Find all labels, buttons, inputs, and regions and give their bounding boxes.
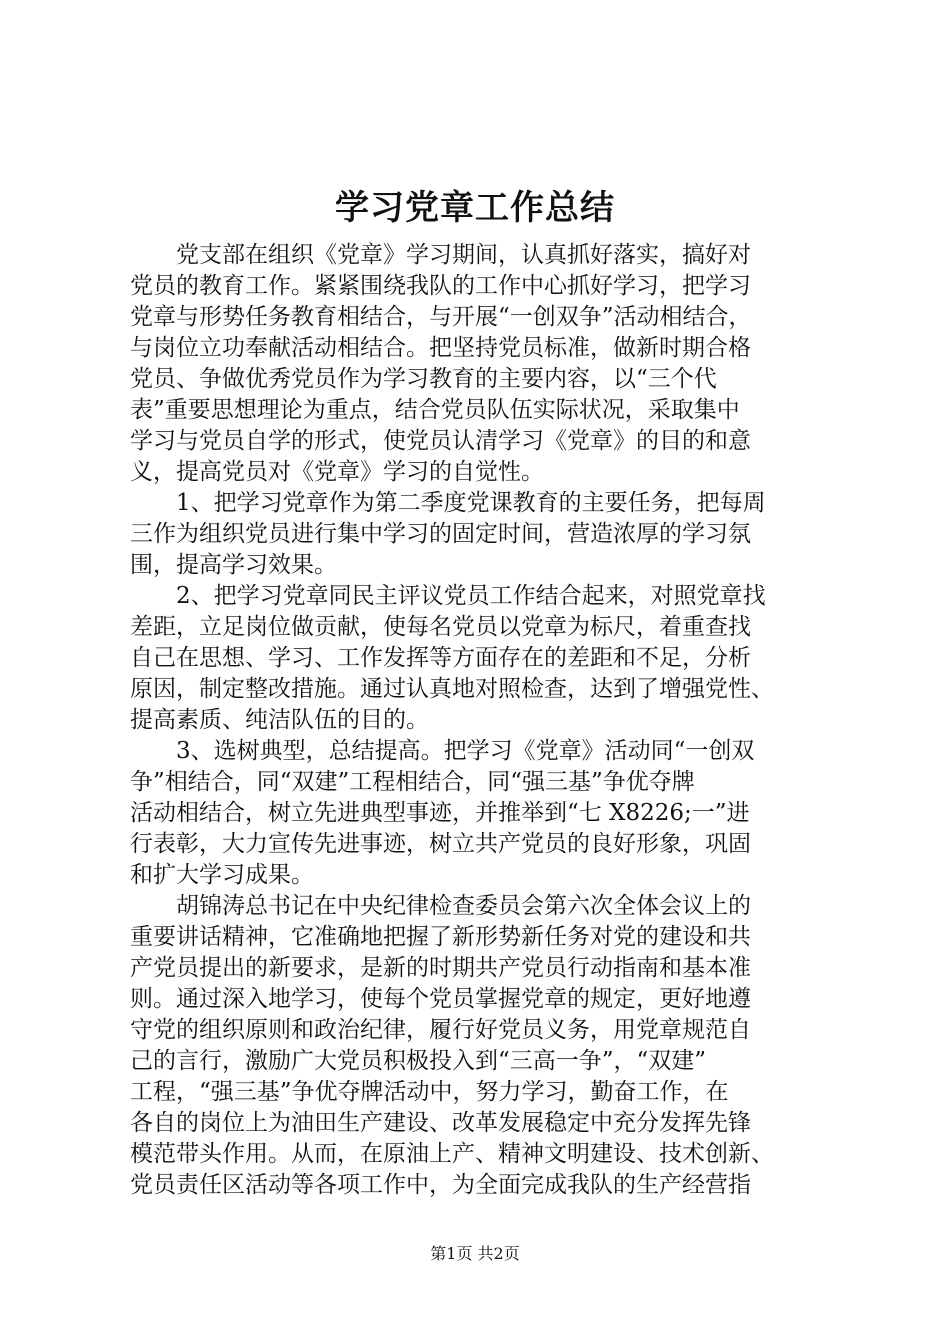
body-line: 党支部在组织《党章》学习期间，认真抓好落实，搞好对 bbox=[130, 242, 751, 268]
body-line: 重要讲话精神，它准确地把握了新形势新任务对党的建设和共 bbox=[130, 924, 751, 950]
body-line: 1、把学习党章作为第二季度党课教育的主要任务，把每周 bbox=[130, 490, 766, 516]
document-title: 学习党章工作总结 bbox=[335, 188, 615, 228]
body-line: 产党员提出的新要求，是新的时期共产党员行动指南和基本准 bbox=[130, 955, 751, 981]
body-line: 胡锦涛总书记在中央纪律检查委员会第六次全体会议上的 bbox=[130, 893, 751, 919]
body-line: 则。通过深入地学习，使每个党员掌握党章的规定，更好地遵 bbox=[130, 986, 751, 1012]
body-line: 2、把学习党章同民主评议党员工作结合起来，对照党章找 bbox=[130, 583, 766, 609]
body-line: 党章与形势任务教育相结合，与开展“一创双争”活动相结合， bbox=[130, 304, 752, 330]
body-line: 守党的组织原则和政治纪律，履行好党员义务，用党章规范自 bbox=[130, 1017, 751, 1043]
body-line: 三作为组织党员进行集中学习的固定时间，营造浓厚的学习氛 bbox=[130, 521, 751, 547]
document-body bbox=[130, 240, 830, 1201]
body-line: 己的言行，激励广大党员积极投入到“三高一争”，“双建” bbox=[130, 1048, 707, 1074]
body-line: 争”相结合，同“双建”工程相结合，同“强三基”争优夺牌 bbox=[130, 769, 695, 795]
body-line: 党员的教育工作。紧紧围绕我队的工作中心抓好学习，把学习 bbox=[130, 273, 751, 299]
page-footer: 第1页 共2页 bbox=[430, 1244, 520, 1263]
body-line: 活动相结合，树立先进典型事迹，并推举到“七 X8226;一”进 bbox=[130, 800, 750, 826]
body-line: 义，提高党员对《党章》学习的自觉性。 bbox=[130, 459, 544, 485]
body-line: 提高素质、纯洁队伍的目的。 bbox=[130, 707, 429, 733]
body-line: 行表彰，大力宣传先进事迹，树立共产党员的良好形象，巩固 bbox=[130, 831, 751, 857]
body-line: 学习与党员自学的形式，使党员认清学习《党章》的目的和意 bbox=[130, 428, 751, 454]
body-line: 工程，“强三基”争优夺牌活动中，努力学习，勤奋工作，在 bbox=[130, 1079, 729, 1105]
body-line: 各自的岗位上为油田生产建设、改革发展稳定中充分发挥先锋 bbox=[130, 1110, 751, 1136]
body-line: 自己在思想、学习、工作发挥等方面存在的差距和不足，分析 bbox=[130, 645, 751, 671]
body-line: 表”重要思想理论为重点，结合党员队伍实际状况，采取集中 bbox=[130, 397, 740, 423]
body-line: 党员责任区活动等各项工作中，为全面完成我队的生产经营指 bbox=[130, 1172, 751, 1198]
body-line: 和扩大学习成果。 bbox=[130, 862, 314, 888]
body-line: 与岗位立功奉献活动相结合。把坚持党员标准，做新时期合格 bbox=[130, 335, 751, 361]
body-line: 围，提高学习效果。 bbox=[130, 552, 337, 578]
body-line: 党员、争做优秀党员作为学习教育的主要内容，以“三个代 bbox=[130, 366, 717, 392]
body-line: 原因，制定整改措施。通过认真地对照检查，达到了增强党性、 bbox=[130, 676, 774, 702]
body-line: 3、选树典型，总结提高。把学习《党章》活动同“一创双 bbox=[130, 738, 755, 764]
body-line: 差距，立足岗位做贡献，使每名党员以党章为标尺，着重查找 bbox=[130, 614, 751, 640]
body-line: 模范带头作用。从而，在原油上产、精神文明建设、技术创新、 bbox=[130, 1141, 774, 1167]
